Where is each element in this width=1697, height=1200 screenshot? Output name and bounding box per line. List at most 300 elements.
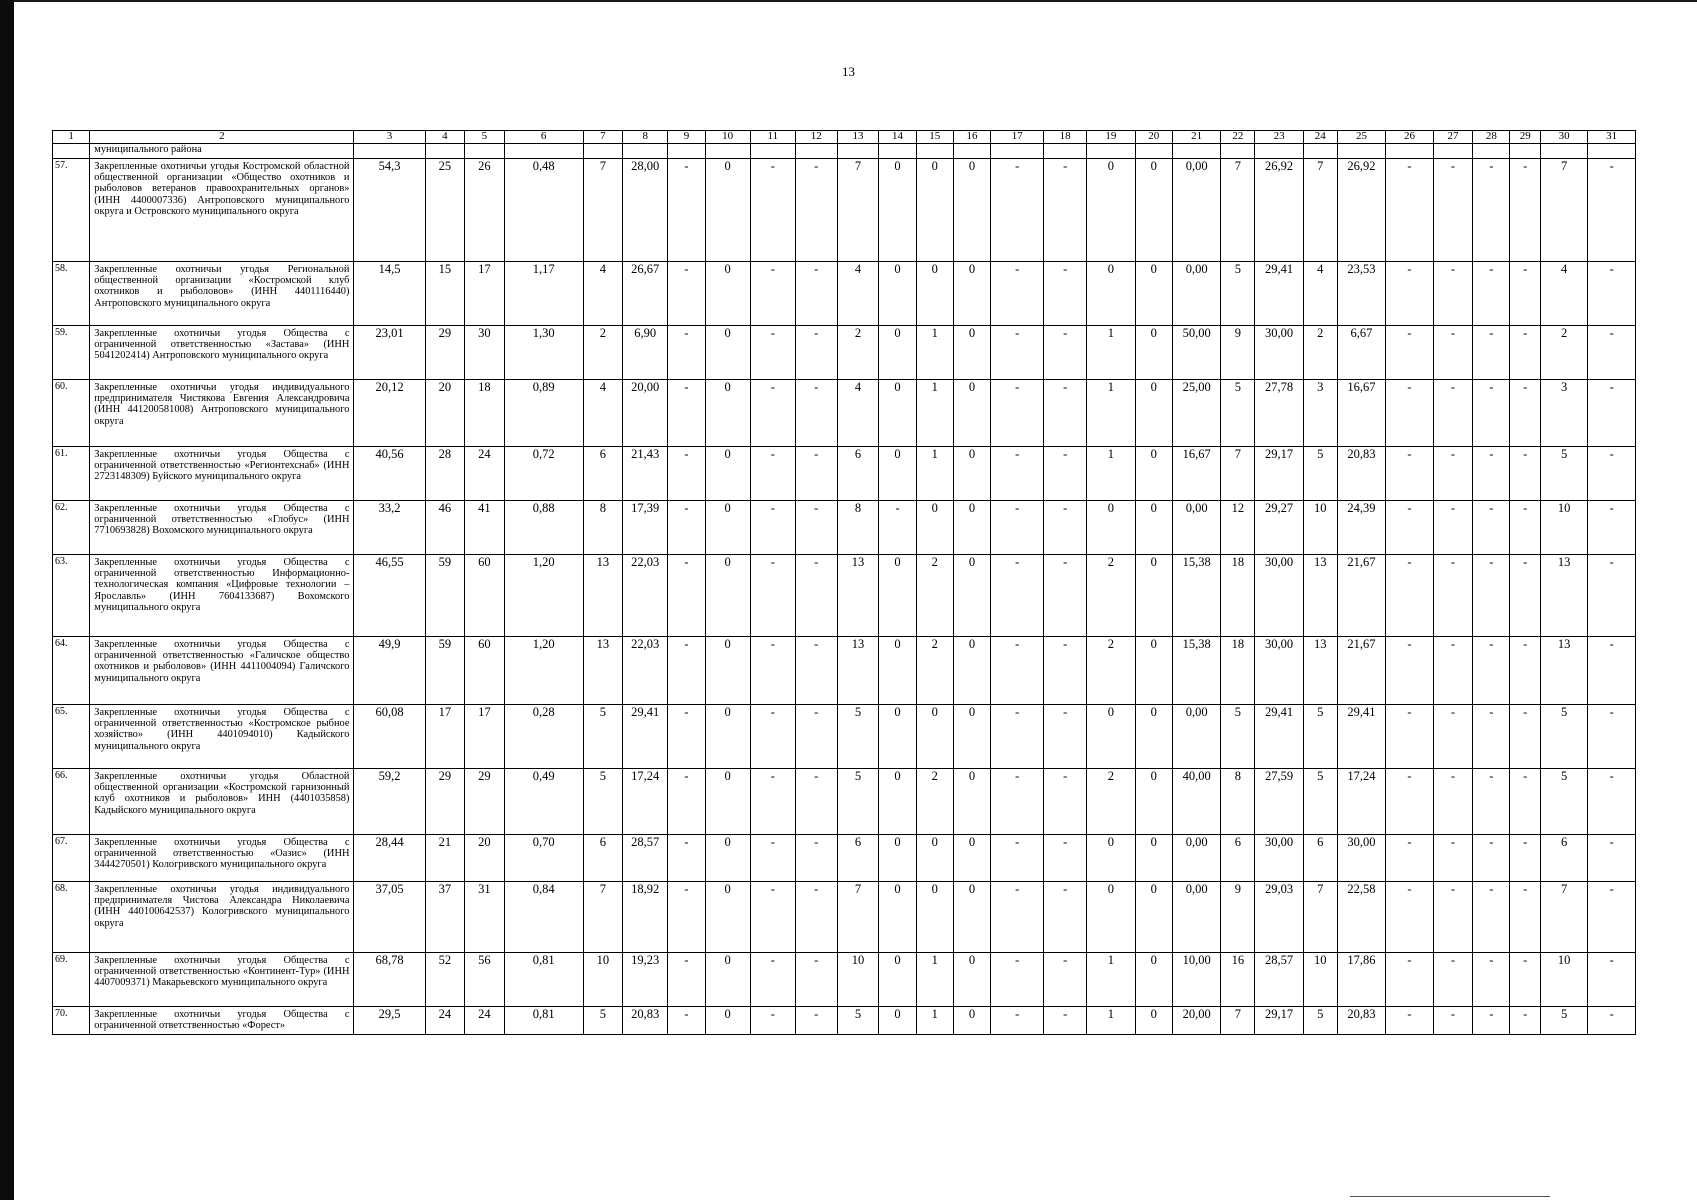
value-cell: 0 — [953, 882, 990, 953]
value-cell: 10 — [1540, 953, 1587, 1007]
value-cell: 0 — [705, 1007, 750, 1035]
value-cell: 5 — [1540, 769, 1587, 835]
value-cell: 30 — [465, 326, 505, 380]
value-cell: - — [1473, 1007, 1510, 1035]
value-cell: 0 — [1087, 262, 1136, 326]
value-cell: 0,81 — [504, 953, 583, 1007]
value-cell: 4 — [1303, 262, 1337, 326]
value-cell: 10 — [837, 953, 879, 1007]
value-cell: - — [1473, 835, 1510, 882]
value-cell: 0 — [916, 501, 953, 555]
value-cell: 22,58 — [1337, 882, 1386, 953]
value-cell: - — [1386, 555, 1433, 637]
value-cell: 54,3 — [354, 159, 425, 262]
value-cell: 0 — [879, 769, 916, 835]
value-cell: 0,48 — [504, 159, 583, 262]
hunting-ground-description: Закрепленные охотничьи угодья Общества с ограниченной ответственностью «Континент-Тур» (ИНН 4407009371) Макарьевского муниципального округа — [90, 953, 354, 1007]
empty-cell — [425, 144, 465, 159]
value-cell: 0 — [953, 769, 990, 835]
column-number-cell: 30 — [1540, 131, 1587, 144]
value-cell: 20 — [425, 380, 465, 447]
column-number-cell: 13 — [837, 131, 879, 144]
value-cell: - — [750, 1007, 795, 1035]
value-cell: 12 — [1221, 501, 1255, 555]
empty-cell — [1337, 144, 1386, 159]
value-cell: 17 — [465, 262, 505, 326]
value-cell: - — [1044, 380, 1087, 447]
empty-cell — [1303, 144, 1337, 159]
empty-cell — [583, 144, 623, 159]
value-cell: 7 — [1221, 447, 1255, 501]
value-cell: 0 — [953, 501, 990, 555]
table-row — [53, 953, 1636, 1007]
value-cell: - — [1473, 447, 1510, 501]
value-cell: 7 — [1540, 159, 1587, 262]
value-cell: - — [1510, 637, 1540, 705]
value-cell: 0 — [1135, 953, 1172, 1007]
value-cell: 60,08 — [354, 705, 425, 769]
column-number-cell: 25 — [1337, 131, 1386, 144]
column-number-cell: 1 — [53, 131, 90, 144]
value-cell: 0 — [1087, 882, 1136, 953]
value-cell: 0 — [705, 447, 750, 501]
value-cell: - — [795, 835, 837, 882]
value-cell: - — [1510, 326, 1540, 380]
value-cell: 4 — [837, 262, 879, 326]
empty-cell — [1540, 144, 1587, 159]
value-cell: - — [1433, 262, 1473, 326]
page-number: 13 — [842, 64, 855, 79]
row-number: 64. — [53, 637, 90, 705]
value-cell: 5 — [583, 705, 623, 769]
value-cell: 6 — [837, 835, 879, 882]
value-cell: 0,72 — [504, 447, 583, 501]
value-cell: 56 — [465, 953, 505, 1007]
value-cell: - — [1588, 1007, 1636, 1035]
value-cell: - — [668, 882, 705, 953]
value-cell: - — [1433, 705, 1473, 769]
value-cell: 24 — [425, 1007, 465, 1035]
value-cell: - — [1044, 326, 1087, 380]
column-number-cell: 2 — [90, 131, 354, 144]
hunting-ground-description: Закрепленные охотничьи угодья Общества с ограниченной ответственностью «Оазис» (ИНН 3444270501) Кологривского муниципального округа — [90, 835, 354, 882]
value-cell: - — [668, 953, 705, 1007]
column-number-cell: 17 — [991, 131, 1044, 144]
value-cell: 9 — [1221, 326, 1255, 380]
value-cell: 6 — [1221, 835, 1255, 882]
value-cell: - — [795, 447, 837, 501]
value-cell: 0 — [879, 637, 916, 705]
value-cell: 0 — [705, 882, 750, 953]
row-number: 59. — [53, 326, 90, 380]
value-cell: - — [668, 447, 705, 501]
continuation-text: муниципального района — [90, 144, 354, 159]
value-cell: - — [991, 1007, 1044, 1035]
value-cell: 17 — [425, 705, 465, 769]
value-cell: 28,00 — [623, 159, 668, 262]
value-cell: 29,41 — [1255, 705, 1304, 769]
value-cell: - — [1510, 882, 1540, 953]
value-cell: 24 — [465, 447, 505, 501]
value-cell: 8 — [583, 501, 623, 555]
value-cell: 50,00 — [1172, 326, 1221, 380]
value-cell: 0 — [705, 835, 750, 882]
table-row — [53, 262, 1636, 326]
value-cell: 0 — [916, 159, 953, 262]
value-cell: - — [1588, 835, 1636, 882]
value-cell: - — [1473, 380, 1510, 447]
column-number-cell: 21 — [1172, 131, 1221, 144]
value-cell: 26,67 — [623, 262, 668, 326]
value-cell: 0,49 — [504, 769, 583, 835]
value-cell: - — [1473, 262, 1510, 326]
value-cell: 29 — [465, 769, 505, 835]
value-cell: 0 — [1087, 835, 1136, 882]
value-cell: 29,17 — [1255, 1007, 1304, 1035]
value-cell: 18,92 — [623, 882, 668, 953]
value-cell: - — [750, 501, 795, 555]
value-cell: 7 — [837, 159, 879, 262]
value-cell: 0 — [1135, 380, 1172, 447]
value-cell: - — [991, 769, 1044, 835]
hunting-grounds-table — [52, 130, 1636, 1035]
row-number: 60. — [53, 380, 90, 447]
hunting-ground-description: Закрепленные охотничьи угодья Общества с ограниченной ответственностью «Костромское рыбное хозяйство» (ИНН 4401094010) Кадыйского муниципального округа — [90, 705, 354, 769]
value-cell: 2 — [1303, 326, 1337, 380]
value-cell: 6 — [1540, 835, 1587, 882]
column-number-cell: 16 — [953, 131, 990, 144]
value-cell: 59 — [425, 555, 465, 637]
value-cell: 0 — [1135, 835, 1172, 882]
value-cell: - — [1044, 882, 1087, 953]
value-cell: - — [1386, 326, 1433, 380]
value-cell: - — [1386, 882, 1433, 953]
empty-cell — [53, 144, 90, 159]
value-cell: - — [991, 326, 1044, 380]
value-cell: - — [1588, 705, 1636, 769]
empty-cell — [1473, 144, 1510, 159]
value-cell: - — [1510, 447, 1540, 501]
empty-cell — [465, 144, 505, 159]
value-cell: 25,00 — [1172, 380, 1221, 447]
column-number-cell: 23 — [1255, 131, 1304, 144]
value-cell: 0 — [953, 326, 990, 380]
value-cell: 0 — [879, 159, 916, 262]
value-cell: 24,39 — [1337, 501, 1386, 555]
table-row — [53, 835, 1636, 882]
value-cell: 18 — [465, 380, 505, 447]
value-cell: 17,24 — [623, 769, 668, 835]
value-cell: 0 — [705, 637, 750, 705]
value-cell: 7 — [583, 159, 623, 262]
value-cell: 6 — [583, 447, 623, 501]
value-cell: 29 — [425, 326, 465, 380]
value-cell: 13 — [1303, 555, 1337, 637]
value-cell: 30,00 — [1255, 637, 1304, 705]
empty-cell — [795, 144, 837, 159]
value-cell: 30,00 — [1255, 835, 1304, 882]
table-row — [53, 882, 1636, 953]
value-cell: - — [668, 1007, 705, 1035]
value-cell: - — [1433, 555, 1473, 637]
value-cell: 4 — [583, 262, 623, 326]
empty-cell — [1255, 144, 1304, 159]
value-cell: 0 — [879, 447, 916, 501]
value-cell: 27,78 — [1255, 380, 1304, 447]
value-cell: - — [1044, 262, 1087, 326]
value-cell: - — [991, 882, 1044, 953]
empty-cell — [1433, 144, 1473, 159]
value-cell: - — [750, 882, 795, 953]
value-cell: 0,70 — [504, 835, 583, 882]
value-cell: 5 — [1303, 1007, 1337, 1035]
value-cell: 4 — [583, 380, 623, 447]
value-cell: 28,57 — [623, 835, 668, 882]
hunting-ground-description: Закрепленные охотничьи угодья Общества с ограниченной ответственностью Информационно-технологическая компания «Цифровые технологии – Ярославль» (ИНН 7604133687) Вохомского муниципального округа — [90, 555, 354, 637]
value-cell: 5 — [1221, 380, 1255, 447]
value-cell: 6 — [837, 447, 879, 501]
value-cell: - — [1044, 705, 1087, 769]
value-cell: 2 — [1540, 326, 1587, 380]
value-cell: 41 — [465, 501, 505, 555]
value-cell: 21,43 — [623, 447, 668, 501]
value-cell: 5 — [583, 1007, 623, 1035]
value-cell: 60 — [465, 637, 505, 705]
scan-bottom-mark — [1350, 1196, 1550, 1197]
value-cell: - — [1510, 769, 1540, 835]
value-cell: 0 — [879, 262, 916, 326]
value-cell: 8 — [837, 501, 879, 555]
value-cell: 0 — [705, 159, 750, 262]
value-cell: 0,00 — [1172, 501, 1221, 555]
value-cell: - — [1386, 953, 1433, 1007]
value-cell: 13 — [583, 555, 623, 637]
column-number-cell: 29 — [1510, 131, 1540, 144]
column-number-cell: 4 — [425, 131, 465, 144]
value-cell: 0,00 — [1172, 159, 1221, 262]
value-cell: 0 — [705, 380, 750, 447]
value-cell: 10 — [1303, 501, 1337, 555]
value-cell: 8 — [1221, 769, 1255, 835]
column-number-row — [53, 131, 1636, 144]
value-cell: 1 — [916, 447, 953, 501]
value-cell: 24 — [465, 1007, 505, 1035]
value-cell: - — [1433, 380, 1473, 447]
empty-cell — [668, 144, 705, 159]
value-cell: 10 — [583, 953, 623, 1007]
value-cell: 13 — [1540, 637, 1587, 705]
value-cell: 16,67 — [1172, 447, 1221, 501]
value-cell: 5 — [1221, 705, 1255, 769]
value-cell: 0 — [953, 159, 990, 262]
value-cell: 0 — [1135, 769, 1172, 835]
value-cell: 26,92 — [1337, 159, 1386, 262]
value-cell: 29 — [425, 769, 465, 835]
column-number-cell: 28 — [1473, 131, 1510, 144]
empty-cell — [1172, 144, 1221, 159]
value-cell: - — [1510, 380, 1540, 447]
row-number: 67. — [53, 835, 90, 882]
value-cell: - — [1588, 326, 1636, 380]
value-cell: 1 — [916, 326, 953, 380]
value-cell: 2 — [916, 637, 953, 705]
table-row — [53, 769, 1636, 835]
empty-cell — [953, 144, 990, 159]
empty-cell — [750, 144, 795, 159]
value-cell: 1 — [916, 953, 953, 1007]
value-cell: 60 — [465, 555, 505, 637]
value-cell: - — [1386, 380, 1433, 447]
value-cell: 1 — [916, 380, 953, 447]
value-cell: - — [1473, 769, 1510, 835]
value-cell: 1 — [1087, 326, 1136, 380]
value-cell: 6,90 — [623, 326, 668, 380]
value-cell: 20,00 — [1172, 1007, 1221, 1035]
value-cell: - — [1510, 953, 1540, 1007]
value-cell: 23,53 — [1337, 262, 1386, 326]
value-cell: 1 — [1087, 380, 1136, 447]
column-number-cell: 3 — [354, 131, 425, 144]
value-cell: 30,00 — [1255, 555, 1304, 637]
value-cell: - — [1588, 953, 1636, 1007]
value-cell: - — [1386, 835, 1433, 882]
value-cell: 0 — [879, 705, 916, 769]
empty-cell — [1087, 144, 1136, 159]
value-cell: 37,05 — [354, 882, 425, 953]
value-cell: 20,00 — [623, 380, 668, 447]
value-cell: 0 — [953, 835, 990, 882]
value-cell: - — [1473, 705, 1510, 769]
value-cell: 3 — [1540, 380, 1587, 447]
value-cell: - — [991, 835, 1044, 882]
value-cell: 7 — [1303, 159, 1337, 262]
value-cell: - — [1433, 326, 1473, 380]
value-cell: - — [668, 501, 705, 555]
value-cell: 5 — [1221, 262, 1255, 326]
value-cell: 7 — [1303, 882, 1337, 953]
value-cell: - — [1510, 705, 1540, 769]
value-cell: - — [1510, 159, 1540, 262]
column-number-cell: 11 — [750, 131, 795, 144]
value-cell: 0 — [1135, 705, 1172, 769]
value-cell: 29,17 — [1255, 447, 1304, 501]
value-cell: - — [1473, 953, 1510, 1007]
value-cell: 20,83 — [623, 1007, 668, 1035]
value-cell: 0 — [879, 882, 916, 953]
value-cell: - — [1386, 447, 1433, 501]
row-number: 57. — [53, 159, 90, 262]
value-cell: - — [1588, 380, 1636, 447]
value-cell: - — [750, 555, 795, 637]
continuation-row — [53, 144, 1636, 159]
value-cell: 28 — [425, 447, 465, 501]
value-cell: - — [795, 380, 837, 447]
value-cell: 20,83 — [1337, 1007, 1386, 1035]
value-cell: 37 — [425, 882, 465, 953]
value-cell: 29,41 — [1255, 262, 1304, 326]
value-cell: 10,00 — [1172, 953, 1221, 1007]
value-cell: - — [795, 769, 837, 835]
column-number-cell: 9 — [668, 131, 705, 144]
value-cell: - — [795, 262, 837, 326]
value-cell: 0 — [1135, 882, 1172, 953]
value-cell: 0 — [705, 555, 750, 637]
value-cell: 0 — [879, 326, 916, 380]
value-cell: 0 — [953, 555, 990, 637]
value-cell: - — [668, 769, 705, 835]
value-cell: 7 — [1221, 1007, 1255, 1035]
value-cell: 7 — [837, 882, 879, 953]
value-cell: - — [1433, 1007, 1473, 1035]
value-cell: 5 — [837, 705, 879, 769]
value-cell: 13 — [1303, 637, 1337, 705]
empty-cell — [623, 144, 668, 159]
table-row — [53, 705, 1636, 769]
value-cell: 22,03 — [623, 555, 668, 637]
value-cell: - — [1433, 835, 1473, 882]
value-cell: 10 — [1303, 953, 1337, 1007]
value-cell: 20,83 — [1337, 447, 1386, 501]
value-cell: - — [750, 326, 795, 380]
empty-cell — [916, 144, 953, 159]
value-cell: - — [1044, 501, 1087, 555]
value-cell: 5 — [1540, 447, 1587, 501]
value-cell: 52 — [425, 953, 465, 1007]
value-cell: 6 — [583, 835, 623, 882]
column-number-cell: 14 — [879, 131, 916, 144]
value-cell: - — [750, 447, 795, 501]
value-cell: 30,00 — [1255, 326, 1304, 380]
value-cell: 0 — [953, 953, 990, 1007]
hunting-ground-description: Закрепленные охотничьи угодья Общества с ограниченной ответственностью «Глобус» (ИНН 7710693828) Вохомского муниципального округа — [90, 501, 354, 555]
value-cell: 21,67 — [1337, 637, 1386, 705]
row-number: 63. — [53, 555, 90, 637]
value-cell: - — [1473, 882, 1510, 953]
column-number-cell: 10 — [705, 131, 750, 144]
value-cell: 16 — [1221, 953, 1255, 1007]
column-number-cell: 22 — [1221, 131, 1255, 144]
value-cell: - — [668, 705, 705, 769]
hunting-ground-description: Закрепленные охотничьи угодья Общества с ограниченной ответственностью «Застава» (ИНН 5041202414) Антроповского муниципального округа — [90, 326, 354, 380]
value-cell: 0 — [953, 705, 990, 769]
value-cell: 18 — [1221, 555, 1255, 637]
column-number-cell: 19 — [1087, 131, 1136, 144]
value-cell: 0 — [705, 501, 750, 555]
value-cell: - — [1386, 705, 1433, 769]
value-cell: - — [1044, 835, 1087, 882]
value-cell: 27,59 — [1255, 769, 1304, 835]
value-cell: - — [1588, 262, 1636, 326]
value-cell: 0 — [953, 262, 990, 326]
value-cell: 25 — [425, 159, 465, 262]
table-row — [53, 637, 1636, 705]
value-cell: - — [1386, 637, 1433, 705]
value-cell: - — [668, 380, 705, 447]
value-cell: 0 — [916, 262, 953, 326]
value-cell: 0,00 — [1172, 882, 1221, 953]
value-cell: 13 — [837, 637, 879, 705]
value-cell: 10 — [1540, 501, 1587, 555]
value-cell: - — [991, 447, 1044, 501]
value-cell: 15 — [425, 262, 465, 326]
value-cell: 2 — [837, 326, 879, 380]
value-cell: - — [750, 262, 795, 326]
empty-cell — [837, 144, 879, 159]
empty-cell — [991, 144, 1044, 159]
value-cell: 21,67 — [1337, 555, 1386, 637]
value-cell: - — [1588, 501, 1636, 555]
value-cell: - — [1588, 637, 1636, 705]
